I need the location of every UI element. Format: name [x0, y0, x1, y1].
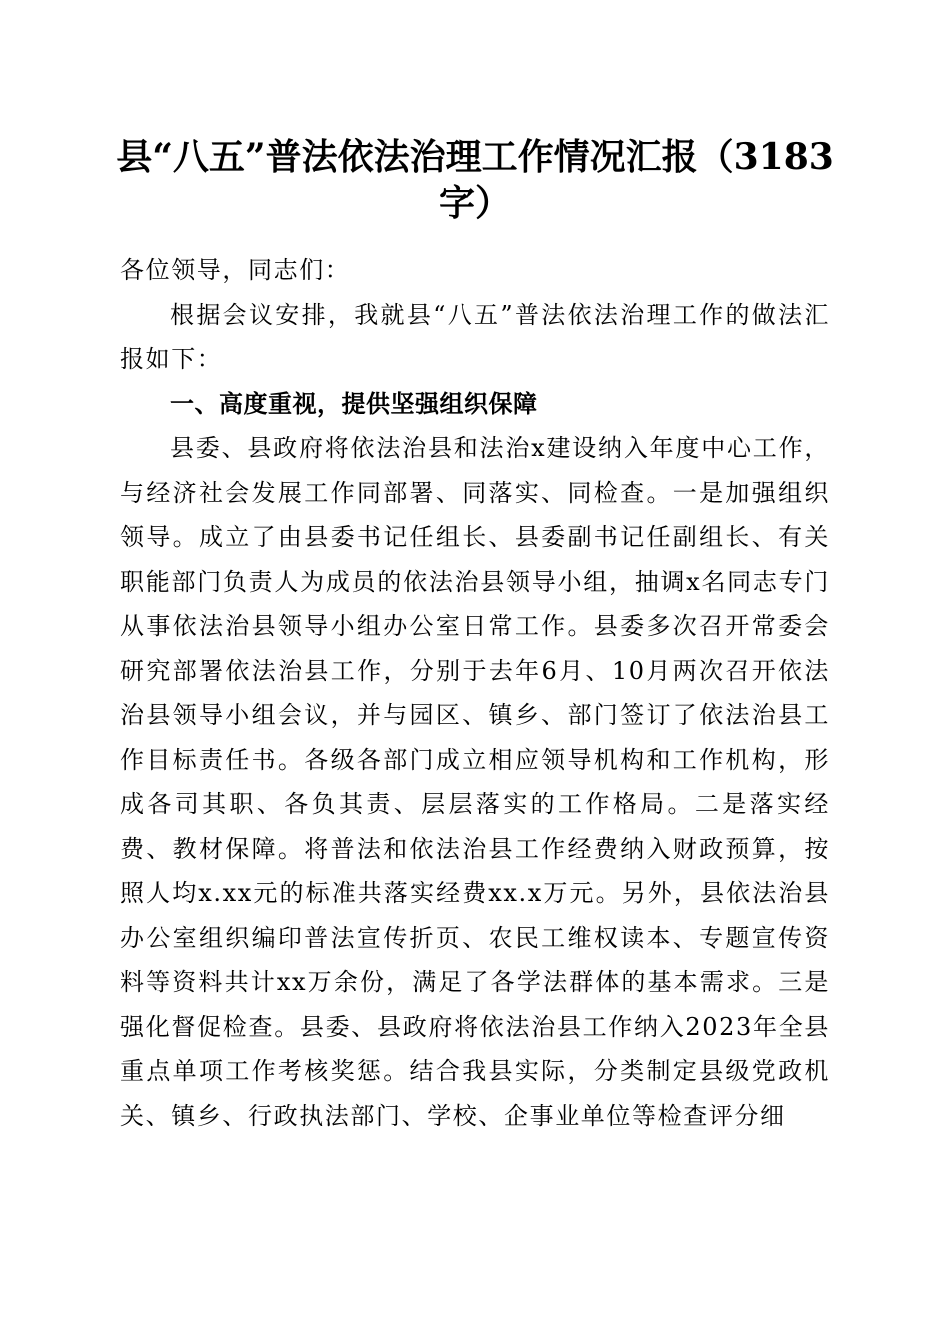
section-1-paragraph: 县委、县政府将依法治县和法治x建设纳入年度中心工作，与经济社会发展工作同部署、同落实、同检查。一是加强组织领导。成立了由县委书记任组长、县委副书记任副组长、有关职能部门负责人为成员的依法治县领导小组，抽调x名同志专门从事依法治县领导小组办公室日常工作。县委多次召开常委会研究部署依法治县工作，分别于去年6月、10月两次召开依法治县领导小组会议，并与园区、镇乡、部门签订了依法治县工作目标责任书。各级各部门成立相应领导机构和工作机构，形成各司其职、各负其责、层层落实的工作格局。二是落实经费、教材保障。将普法和依法治县工作经费纳入财政预算，按照人均x.xx元的标准共落实经费xx.x万元。另外，县依法治县办公室组织编印普法宣传折页、农民工维权读本、专题宣传资料等资料共计xx万余份，满足了各学法群体的基本需求。三是强化督促检查。县委、县政府将依法治县工作纳入2023年全县重点单项工作考核奖惩。结合我县实际，分类制定县级党政机关、镇乡、行政执法部门、学校、企事业单位等检查评分细	[120, 434, 830, 1130]
salutation: 各位领导，同志们：	[120, 256, 351, 284]
intro-paragraph: 根据会议安排，我就县“八五”普法依法治理工作的做法汇报如下：	[120, 300, 830, 373]
document-title: 县“八五”普法依法治理工作情况汇报（3183字）	[116, 136, 834, 224]
section-heading-1: 一、高度重视，提供坚强组织保障	[170, 389, 538, 418]
document-body	[120, 248, 830, 1138]
